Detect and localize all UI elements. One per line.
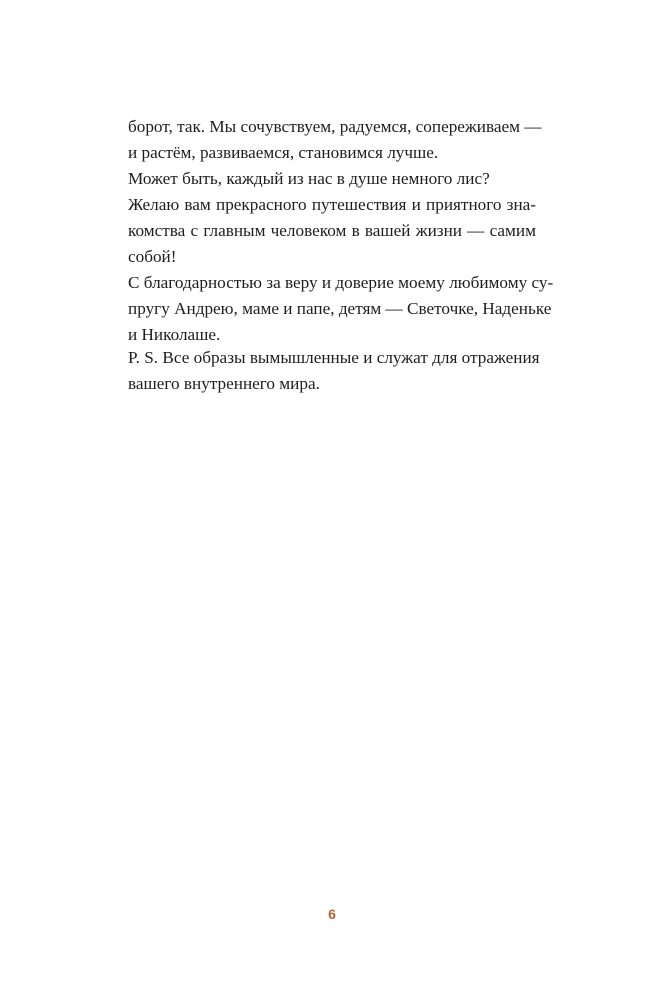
text-line: вашего внутреннего мира. — [128, 374, 320, 393]
text-line: С благодарностью за веру и доверие моему любимому су- — [128, 273, 554, 292]
text-line: пругу Андрею, маме и папе, детям — Светочке, Наденьке — [128, 299, 552, 318]
text-line: комства с главным человеком в вашей жизни — самим — [128, 221, 536, 240]
page-number: 6 — [328, 906, 336, 922]
text-line: Может быть, каждый из нас в душе немного лис? — [128, 169, 490, 188]
text-line: и Николаше. — [128, 325, 221, 344]
text-line: Желаю вам прекрасного путешествия и приятного зна- — [128, 195, 536, 214]
text-line: собой! — [128, 247, 177, 266]
postscript — [128, 345, 540, 397]
text-line: P. S. Все образы вымышленные и служат для отражения — [128, 348, 540, 367]
main-text — [128, 114, 554, 348]
text-line: и растём, развиваемся, становимся лучше. — [128, 143, 439, 162]
text-line: борот, так. Мы сочувствуем, радуемся, сопереживаем — — [128, 117, 542, 136]
